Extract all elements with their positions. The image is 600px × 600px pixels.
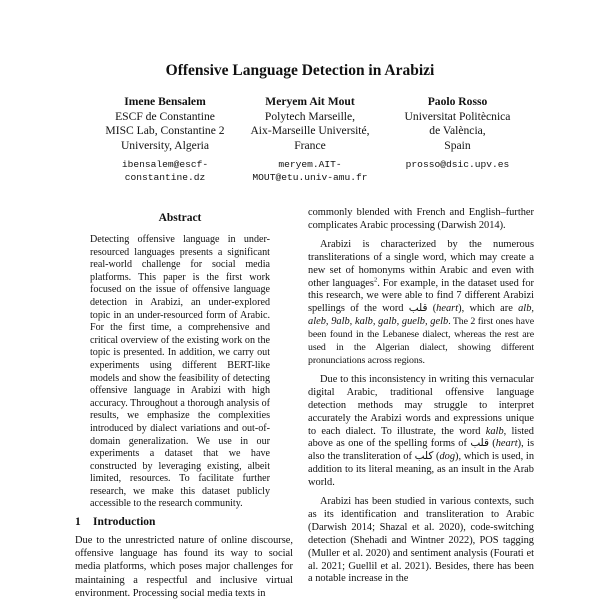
author-email[interactable] (375, 158, 540, 171)
footnote-marker[interactable]: 2 (373, 276, 378, 284)
arabic-word: قلب (470, 438, 489, 450)
abstract-heading: Abstract (158, 212, 202, 224)
arabic-word: قلب (408, 303, 428, 315)
abstract-text: Detecting offensive language in under-resourced languages presents a significant real-world challenge for social media platforms. This paper is the first work focused on the issue of offensive language detection in Arabizi, an under-explored topic in an under-resourced form of Arabic. For the first time, a comprehensive and critical overview of the existing work on the topic is presented. In addition, we carry out experiments using different BERT-like models and show the feasibility of detecting offensive language in Arabizi with high accuracy. Throughout a thorough analysis of results, we emphasize the complexities introduced by dialect variations and out-of-domain generalization. We use in our experiments a dataset that we have constructed by leveraging existing, albeit limited, resources. To facilitate further research, we make this dataset publicly accessible to the research community. (90, 234, 270, 510)
author-email-line: ibensalem@escf- (121, 159, 209, 170)
author-email-line: prosso@dsic.upv.es (405, 159, 510, 170)
author-affiliation-line: ESCF de Constantine (115, 109, 215, 123)
author-affiliation-line: MISC Lab, Constantine 2 (105, 124, 225, 137)
intro-paragraph: Due to the unrestricted nature of online discourse, offensive language has found its way to social media platforms, which poses major challenges for maintaining a respectful and inclusive virtual environment. Processing social media texts in (75, 535, 293, 599)
author-affiliation-line: University, Algeria (120, 138, 210, 152)
author-affiliation-line: Universitat Politècnica (404, 109, 511, 123)
author-email[interactable] (225, 158, 395, 184)
author-name: Meryem Ait Mout (265, 95, 355, 108)
author-affiliation-line: France (294, 138, 326, 152)
section-heading (75, 516, 295, 528)
spelling-list: alb, aleb, 9alb, kalb, galb, guelb, gelb (308, 303, 534, 328)
author-email-line: constantine.dz (124, 172, 206, 183)
right-column (308, 207, 534, 592)
section-number: 1 (75, 516, 81, 528)
section-title: Introduction (93, 516, 156, 528)
author-affiliation-line: Aix-Marseille Université, (250, 124, 370, 137)
arabic-word: كلب (414, 451, 434, 463)
author-affiliation-line: Polytech Marseille, (264, 109, 356, 123)
author-affiliation-line: Spain (444, 138, 471, 152)
paper-title: Offensive Language Detection in Arabizi (165, 62, 435, 79)
author-email-line: meryem.AIT- (278, 159, 342, 170)
author-name: Imene Bensalem (124, 95, 206, 108)
paragraph-inconsistency: Due to this inconsistency in writing this vernacular digital Arabic, traditional offensive language detection methods may struggle to interpret accurately the Arabizi words and expressions unique to each dialect. To illustrate, the word kalb, listed above as one of the spelling forms of قلب (heart), is also the transliteration of كلب (dog), which is used, in addition to its literal meaning, as an insult in the Arab world. (308, 373, 535, 489)
author-email-line: MOUT@etu.univ-amu.fr (252, 172, 368, 183)
paragraph-related-work: Arabizi has been studied in various contexts, such as its identification and transliteration to Arabic (Darwish 2014; Shazal et al. 2020), code-switching detection (Shehadi and Wintner 2022), POS tagging (Muller et al. 2020) and sentiment analysis (Fourati et al. 2021; Guellil et al. 2021). Besides, there has been a notable increase in the (308, 496, 534, 585)
author-block (375, 95, 540, 171)
paragraph-continuation: commonly blended with French and English–further complicates Arabic processing (Darwish 2014). (308, 207, 534, 231)
author-block (225, 95, 395, 184)
paragraph-arabizi-transliterations: Arabizi is characterized by the numerous transliterations of a single word, which may create a new set of homonyms within Arabic and even with other languages$^2$. For example, in the dataset used for this research, we were able to find 7 different Arabizi spellings of the word قلب (heart), which are alb, aleb, 9alb, kalb, galb, guelb, gelb. The 2 first ones have been found in the Lebanese dialect, whereas the rest are used in the Algerian dialect, showing different pronunciations across regions. (308, 238, 535, 366)
author-affiliation-line: de València, (429, 124, 486, 137)
author-name: Paolo Rosso (427, 95, 488, 108)
